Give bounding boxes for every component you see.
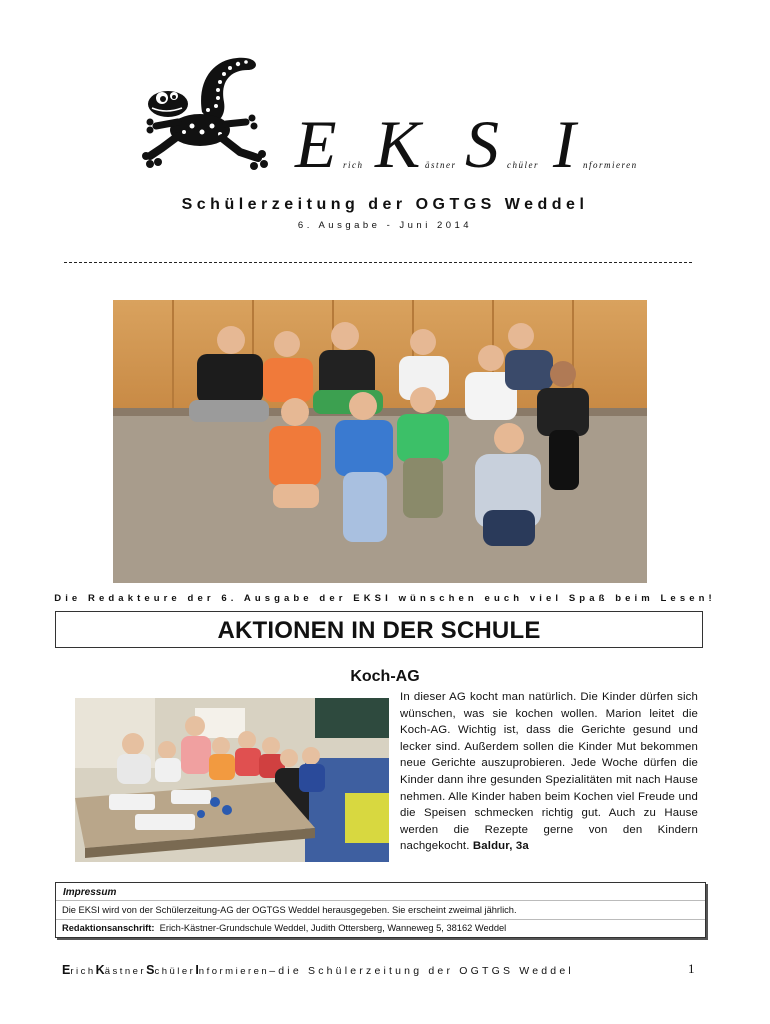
page-footer — [62, 963, 574, 977]
impressum-divider — [56, 900, 705, 901]
footer-cap: S — [146, 963, 155, 977]
cooking-photo — [75, 698, 389, 862]
footer-tagline: –die Schülerzeitung der OGTGS Weddel — [269, 965, 574, 977]
section-heading: AKTIONEN IN DER SCHULE — [55, 611, 703, 648]
article-text: In dieser AG kocht man natürlich. Die Kinder dürfen sich wünschen, was sie kochen wollen. Marion leitet die Koch-AG. Wichtig ist, dass die Gerichte gesund und lecker sind. Außerdem sollen die Kinder Mut bekommen neue Gerichte auszuprobieren. Jede Woche dürfen die Kinder dann ihre gesunden Spezialitäten mit nach Hause nehmen. Alle Kinder haben beim Kochen viel Freude und die Speisen schmecken richtig gut. Auch zu Hause werden die Rezepte gerne von den Kindern nachgekocht. — [400, 691, 698, 853]
masthead-letter: S — [465, 106, 499, 182]
impressum-divider — [56, 919, 705, 920]
group-photo — [113, 300, 647, 583]
footer-cap: I — [195, 963, 199, 977]
footer-word: chüler — [154, 966, 196, 977]
footer-cap: E — [62, 963, 71, 977]
footer-word: ästner — [104, 966, 147, 977]
address-value: Erich-Kästner-Grundschule Weddel, Judith Ottersberg, Wanneweg 5, 38162 Weddel — [159, 923, 507, 933]
impressum-heading: Impressum — [63, 887, 117, 898]
masthead-word: chüler — [507, 160, 539, 170]
article-body — [400, 689, 698, 855]
masthead-word: ästner — [425, 160, 457, 170]
issue-line: 6. Ausgabe - Juni 2014 — [297, 220, 473, 231]
masthead-letter: E — [295, 106, 337, 182]
gecko-logo — [142, 52, 272, 170]
impressum-box — [55, 882, 706, 938]
article-title: Koch-AG — [350, 668, 420, 685]
address-label: Redaktionsanschrift: — [62, 923, 155, 933]
newspaper-subtitle: Schülerzeitung der OGTGS Weddel — [181, 196, 589, 213]
masthead-letter: I — [553, 106, 576, 182]
masthead-word: nformieren — [583, 160, 638, 170]
footer-cap: K — [95, 963, 105, 977]
impressum-text: Die EKSI wird von der Schülerzeitung-AG der OGTGS Weddel herausgegeben. Sie erscheint zweimal jährlich. — [62, 905, 517, 915]
article-author: Baldur, 3a — [472, 840, 529, 853]
page-number: 1 — [688, 961, 695, 976]
masthead-title — [295, 106, 655, 190]
footer-word: rich — [70, 966, 96, 977]
masthead-word: rich — [343, 160, 364, 170]
photo-caption: Die Redakteure der 6. Ausgabe der EKSI wünschen euch viel Spaß beim Lesen! — [54, 593, 716, 604]
impressum-address — [62, 923, 506, 933]
divider-line — [64, 262, 692, 263]
footer-word: nformieren — [198, 966, 270, 977]
masthead-letter: K — [375, 106, 421, 182]
